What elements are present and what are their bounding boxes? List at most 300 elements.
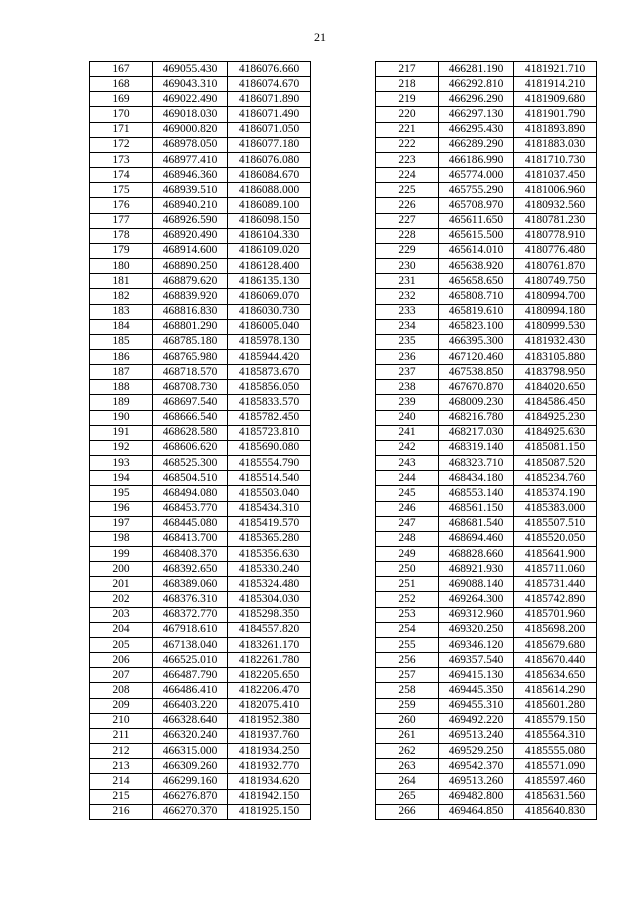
y-coordinate-cell: 4181934.250 [228,744,311,759]
x-coordinate-cell: 469055.430 [153,62,228,77]
y-coordinate-cell: 4185978.130 [228,334,311,349]
x-coordinate-cell: 467120.460 [439,349,514,364]
table-row [376,622,597,637]
table-row [376,92,597,107]
x-coordinate-cell: 468389.060 [153,577,228,592]
point-number-cell: 245 [376,486,439,501]
table-row [90,592,311,607]
x-coordinate-cell: 469482.800 [439,789,514,804]
point-number-cell: 228 [376,228,439,243]
point-number-cell: 195 [90,486,153,501]
table-row [90,744,311,759]
table-row [376,789,597,804]
y-coordinate-cell: 4186098.150 [228,213,311,228]
table-row [376,137,597,152]
y-coordinate-cell: 4185383.000 [514,501,597,516]
point-number-cell: 181 [90,274,153,289]
page-number: 21 [314,30,326,44]
point-number-cell: 229 [376,243,439,258]
y-coordinate-cell: 4185324.480 [228,577,311,592]
y-coordinate-cell: 4185087.520 [514,456,597,471]
x-coordinate-cell: 466487.790 [153,668,228,683]
point-number-cell: 240 [376,410,439,425]
point-number-cell: 222 [376,137,439,152]
table-row [90,213,311,228]
y-coordinate-cell: 4181921.710 [514,62,597,77]
y-coordinate-cell: 4180999.530 [514,319,597,334]
x-coordinate-cell: 469357.540 [439,653,514,668]
x-coordinate-cell: 468718.570 [153,365,228,380]
x-coordinate-cell: 468376.310 [153,592,228,607]
x-coordinate-cell: 468839.920 [153,289,228,304]
x-coordinate-cell: 465755.290 [439,183,514,198]
table-row [376,228,597,243]
table-row [90,349,311,364]
x-coordinate-cell: 468445.080 [153,516,228,531]
point-number-cell: 251 [376,577,439,592]
y-coordinate-cell: 4181914.210 [514,77,597,92]
table-row [90,668,311,683]
x-coordinate-cell: 466315.000 [153,744,228,759]
y-coordinate-cell: 4185507.510 [514,516,597,531]
x-coordinate-cell: 468697.540 [153,395,228,410]
y-coordinate-cell: 4180781.230 [514,213,597,228]
y-coordinate-cell: 4183261.170 [228,637,311,652]
x-coordinate-cell: 468453.770 [153,501,228,516]
x-coordinate-cell: 465808.710 [439,289,514,304]
x-coordinate-cell: 468606.620 [153,440,228,455]
x-coordinate-cell: 468708.730 [153,380,228,395]
x-coordinate-cell: 469513.260 [439,774,514,789]
x-coordinate-cell: 466289.290 [439,137,514,152]
y-coordinate-cell: 4185597.460 [514,774,597,789]
x-coordinate-cell: 468816.830 [153,304,228,319]
x-coordinate-cell: 468785.180 [153,334,228,349]
x-coordinate-cell: 468392.650 [153,562,228,577]
y-coordinate-cell: 4185679.680 [514,637,597,652]
y-coordinate-cell: 4185081.150 [514,440,597,455]
x-coordinate-cell: 467918.610 [153,622,228,637]
point-number-cell: 205 [90,637,153,652]
table-row [90,774,311,789]
point-number-cell: 204 [90,622,153,637]
x-coordinate-cell: 469464.850 [439,804,514,819]
x-coordinate-cell: 468694.460 [439,531,514,546]
table-row [90,622,311,637]
table-row [376,425,597,440]
table-row [376,531,597,546]
y-coordinate-cell: 4185690.080 [228,440,311,455]
table-row [376,198,597,213]
point-number-cell: 253 [376,607,439,622]
point-number-cell: 187 [90,365,153,380]
y-coordinate-cell: 4180749.750 [514,274,597,289]
x-coordinate-cell: 469346.120 [439,637,514,652]
x-coordinate-cell: 466395.300 [439,334,514,349]
y-coordinate-cell: 4186135.130 [228,274,311,289]
y-coordinate-cell: 4183105.880 [514,349,597,364]
point-number-cell: 226 [376,198,439,213]
point-number-cell: 252 [376,592,439,607]
x-coordinate-cell: 468553.140 [439,486,514,501]
table-row [376,62,597,77]
y-coordinate-cell: 4185434.310 [228,501,311,516]
table-row [90,728,311,743]
table-row [376,653,597,668]
y-coordinate-cell: 4185631.560 [514,789,597,804]
point-number-cell: 179 [90,243,153,258]
x-coordinate-cell: 466292.810 [439,77,514,92]
y-coordinate-cell: 4181883.030 [514,137,597,152]
table-row [90,243,311,258]
y-coordinate-cell: 4180932.560 [514,198,597,213]
y-coordinate-cell: 4184020.650 [514,380,597,395]
table-row [376,728,597,743]
table-row [376,744,597,759]
point-number-cell: 259 [376,698,439,713]
y-coordinate-cell: 4185944.420 [228,349,311,364]
x-coordinate-cell: 468408.370 [153,547,228,562]
x-coordinate-cell: 465638.920 [439,259,514,274]
table-row [90,168,311,183]
table-row [90,683,311,698]
table-row [376,410,597,425]
y-coordinate-cell: 4186030.730 [228,304,311,319]
x-coordinate-cell: 465611.650 [439,213,514,228]
x-coordinate-cell: 468009.230 [439,395,514,410]
point-number-cell: 244 [376,471,439,486]
point-number-cell: 249 [376,547,439,562]
table-row [90,107,311,122]
point-number-cell: 233 [376,304,439,319]
point-number-cell: 261 [376,728,439,743]
table-row [376,380,597,395]
table-row [90,425,311,440]
point-number-cell: 219 [376,92,439,107]
y-coordinate-cell: 4185503.040 [228,486,311,501]
table-row [376,577,597,592]
y-coordinate-cell: 4181942.150 [228,789,311,804]
point-number-cell: 247 [376,516,439,531]
x-coordinate-cell: 468504.510 [153,471,228,486]
table-row [376,547,597,562]
table-row [90,516,311,531]
x-coordinate-cell: 465614.010 [439,243,514,258]
point-number-cell: 182 [90,289,153,304]
y-coordinate-cell: 4185641.900 [514,547,597,562]
point-number-cell: 234 [376,319,439,334]
table-row [376,592,597,607]
table-row [376,122,597,137]
x-coordinate-cell: 469320.250 [439,622,514,637]
x-coordinate-cell: 466295.430 [439,122,514,137]
table-row [376,759,597,774]
y-coordinate-cell: 4182075.410 [228,698,311,713]
x-coordinate-cell: 467538.850 [439,365,514,380]
point-number-cell: 208 [90,683,153,698]
point-number-cell: 256 [376,653,439,668]
x-coordinate-cell: 466309.260 [153,759,228,774]
point-number-cell: 201 [90,577,153,592]
point-number-cell: 189 [90,395,153,410]
table-row [90,77,311,92]
y-coordinate-cell: 4185571.090 [514,759,597,774]
point-number-cell: 221 [376,122,439,137]
table-row [376,774,597,789]
y-coordinate-cell: 4185634.650 [514,668,597,683]
x-coordinate-cell: 468946.360 [153,168,228,183]
y-coordinate-cell: 4184557.820 [228,622,311,637]
table-row [376,152,597,167]
y-coordinate-cell: 4182261.780 [228,653,311,668]
y-coordinate-cell: 4181932.430 [514,334,597,349]
table-row [90,259,311,274]
table-row [376,501,597,516]
table-row [90,62,311,77]
y-coordinate-cell: 4185419.570 [228,516,311,531]
table-row [90,152,311,167]
x-coordinate-cell: 468879.620 [153,274,228,289]
table-row [90,698,311,713]
point-number-cell: 246 [376,501,439,516]
y-coordinate-cell: 4181710.730 [514,152,597,167]
point-number-cell: 178 [90,228,153,243]
y-coordinate-cell: 4185723.810 [228,425,311,440]
x-coordinate-cell: 469542.370 [439,759,514,774]
y-coordinate-cell: 4181937.760 [228,728,311,743]
table-row [90,547,311,562]
table-row [376,349,597,364]
x-coordinate-cell: 469022.490 [153,92,228,107]
y-coordinate-cell: 4185782.450 [228,410,311,425]
x-coordinate-cell: 468413.700 [153,531,228,546]
point-number-cell: 176 [90,198,153,213]
y-coordinate-cell: 4186104.330 [228,228,311,243]
y-coordinate-cell: 4186089.100 [228,198,311,213]
x-coordinate-cell: 468372.770 [153,607,228,622]
table-row [376,698,597,713]
x-coordinate-cell: 466276.870 [153,789,228,804]
point-number-cell: 248 [376,531,439,546]
y-coordinate-cell: 4182205.650 [228,668,311,683]
y-coordinate-cell: 4186109.020 [228,243,311,258]
table-row [90,486,311,501]
y-coordinate-cell: 4186071.050 [228,122,311,137]
y-coordinate-cell: 4185698.200 [514,622,597,637]
x-coordinate-cell: 465658.650 [439,274,514,289]
table-row [90,531,311,546]
table-row [90,198,311,213]
x-coordinate-cell: 465823.100 [439,319,514,334]
table-row [90,183,311,198]
y-coordinate-cell: 4181934.620 [228,774,311,789]
point-number-cell: 264 [376,774,439,789]
y-coordinate-cell: 4185304.030 [228,592,311,607]
y-coordinate-cell: 4185711.060 [514,562,597,577]
point-number-cell: 199 [90,547,153,562]
point-number-cell: 239 [376,395,439,410]
point-number-cell: 227 [376,213,439,228]
y-coordinate-cell: 4181932.770 [228,759,311,774]
x-coordinate-cell: 466186.990 [439,152,514,167]
x-coordinate-cell: 469018.030 [153,107,228,122]
table-row [376,668,597,683]
x-coordinate-cell: 466281.190 [439,62,514,77]
table-row [90,380,311,395]
table-row [90,289,311,304]
point-number-cell: 217 [376,62,439,77]
point-number-cell: 214 [90,774,153,789]
y-coordinate-cell: 4185374.190 [514,486,597,501]
y-coordinate-cell: 4185554.790 [228,456,311,471]
point-number-cell: 215 [90,789,153,804]
point-number-cell: 206 [90,653,153,668]
y-coordinate-cell: 4181952.380 [228,713,311,728]
x-coordinate-cell: 468978.050 [153,137,228,152]
y-coordinate-cell: 4184925.230 [514,410,597,425]
point-number-cell: 238 [376,380,439,395]
table-row [90,562,311,577]
table-row [376,637,597,652]
y-coordinate-cell: 4186074.670 [228,77,311,92]
x-coordinate-cell: 467138.040 [153,637,228,652]
x-coordinate-cell: 466270.370 [153,804,228,819]
point-number-cell: 255 [376,637,439,652]
table-row [90,713,311,728]
y-coordinate-cell: 4185564.310 [514,728,597,743]
point-number-cell: 209 [90,698,153,713]
point-number-cell: 213 [90,759,153,774]
point-number-cell: 257 [376,668,439,683]
point-number-cell: 192 [90,440,153,455]
x-coordinate-cell: 466525.010 [153,653,228,668]
table-row [90,637,311,652]
point-number-cell: 265 [376,789,439,804]
table-row [90,471,311,486]
y-coordinate-cell: 4184586.450 [514,395,597,410]
x-coordinate-cell: 468920.490 [153,228,228,243]
y-coordinate-cell: 4185514.540 [228,471,311,486]
x-coordinate-cell: 465708.970 [439,198,514,213]
table-row [90,759,311,774]
y-coordinate-cell: 4185640.830 [514,804,597,819]
x-coordinate-cell: 466299.160 [153,774,228,789]
y-coordinate-cell: 4186128.400 [228,259,311,274]
x-coordinate-cell: 465819.610 [439,304,514,319]
x-coordinate-cell: 469455.310 [439,698,514,713]
point-number-cell: 231 [376,274,439,289]
x-coordinate-cell: 468666.540 [153,410,228,425]
table-row [376,168,597,183]
point-number-cell: 235 [376,334,439,349]
y-coordinate-cell: 4182206.470 [228,683,311,698]
y-coordinate-cell: 4180776.480 [514,243,597,258]
table-row [376,365,597,380]
y-coordinate-cell: 4181893.890 [514,122,597,137]
table-row [90,577,311,592]
y-coordinate-cell: 4185856.050 [228,380,311,395]
table-row [376,274,597,289]
table-row [376,289,597,304]
x-coordinate-cell: 468494.080 [153,486,228,501]
x-coordinate-cell: 465615.500 [439,228,514,243]
table-row [90,501,311,516]
coordinates-table-right [375,61,597,820]
x-coordinate-cell: 468921.930 [439,562,514,577]
x-coordinate-cell: 468765.980 [153,349,228,364]
point-number-cell: 200 [90,562,153,577]
y-coordinate-cell: 4186084.670 [228,168,311,183]
x-coordinate-cell: 469264.300 [439,592,514,607]
x-coordinate-cell: 468217.030 [439,425,514,440]
y-coordinate-cell: 4185555.080 [514,744,597,759]
table-row [376,259,597,274]
point-number-cell: 224 [376,168,439,183]
y-coordinate-cell: 4183798.950 [514,365,597,380]
x-coordinate-cell: 466297.130 [439,107,514,122]
point-number-cell: 196 [90,501,153,516]
table-row [90,607,311,622]
table-row [90,440,311,455]
y-coordinate-cell: 4185298.350 [228,607,311,622]
y-coordinate-cell: 4181006.960 [514,183,597,198]
point-number-cell: 220 [376,107,439,122]
x-coordinate-cell: 469492.220 [439,713,514,728]
point-number-cell: 170 [90,107,153,122]
point-number-cell: 254 [376,622,439,637]
point-number-cell: 242 [376,440,439,455]
x-coordinate-cell: 469415.130 [439,668,514,683]
x-coordinate-cell: 468681.540 [439,516,514,531]
y-coordinate-cell: 4185365.280 [228,531,311,546]
table-row [376,683,597,698]
point-number-cell: 262 [376,744,439,759]
table-row [376,486,597,501]
y-coordinate-cell: 4181909.680 [514,92,597,107]
table-row [90,804,311,819]
table-row [90,334,311,349]
point-number-cell: 194 [90,471,153,486]
point-number-cell: 190 [90,410,153,425]
point-number-cell: 230 [376,259,439,274]
y-coordinate-cell: 4185579.150 [514,713,597,728]
y-coordinate-cell: 4185601.280 [514,698,597,713]
x-coordinate-cell: 468977.410 [153,152,228,167]
point-number-cell: 167 [90,62,153,77]
point-number-cell: 188 [90,380,153,395]
table-row [90,789,311,804]
table-row [376,213,597,228]
x-coordinate-cell: 468940.210 [153,198,228,213]
table-row [376,516,597,531]
x-coordinate-cell: 468434.180 [439,471,514,486]
x-coordinate-cell: 468323.710 [439,456,514,471]
table-row [90,92,311,107]
table-row [376,107,597,122]
point-number-cell: 184 [90,319,153,334]
y-coordinate-cell: 4186071.890 [228,92,311,107]
table-row [90,410,311,425]
point-number-cell: 173 [90,152,153,167]
point-number-cell: 232 [376,289,439,304]
x-coordinate-cell: 468319.140 [439,440,514,455]
y-coordinate-cell: 4186077.180 [228,137,311,152]
point-number-cell: 225 [376,183,439,198]
point-number-cell: 237 [376,365,439,380]
y-coordinate-cell: 4185234.760 [514,471,597,486]
point-number-cell: 169 [90,92,153,107]
x-coordinate-cell: 468828.660 [439,547,514,562]
